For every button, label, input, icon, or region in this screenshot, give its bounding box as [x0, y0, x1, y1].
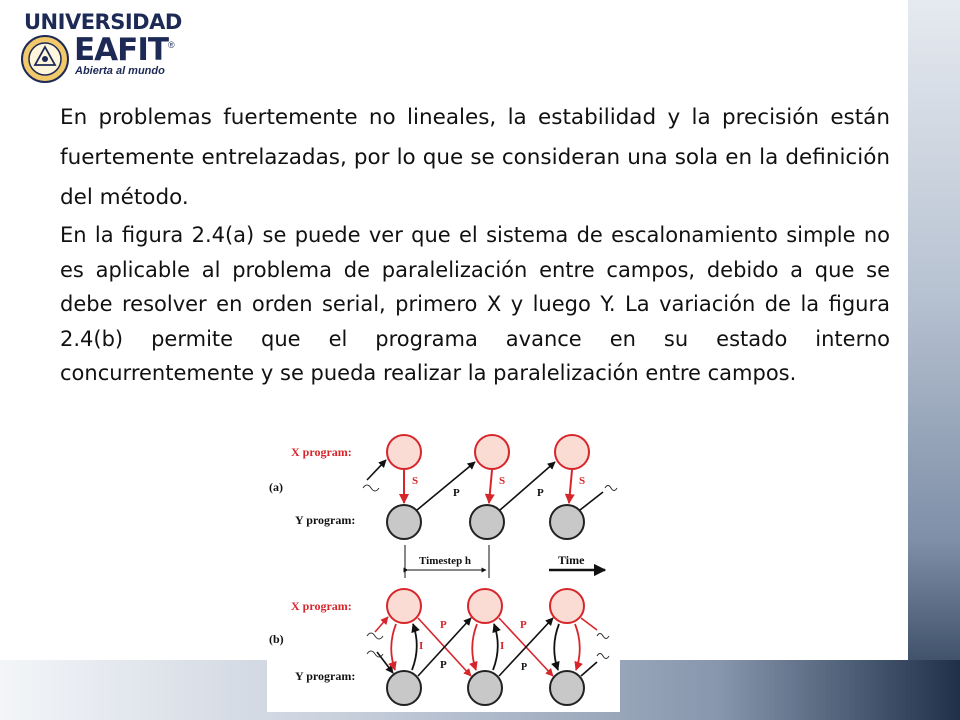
x-node-a3 — [555, 435, 589, 469]
label-s-2: S — [499, 475, 506, 487]
logo-registered-mark: ® — [168, 40, 175, 50]
x-program-label-b: X program: — [291, 599, 352, 613]
timestep-diagram-figure — [267, 430, 620, 712]
label-i-1: I — [419, 640, 424, 652]
label-s-1: S — [412, 475, 419, 487]
label-s-3: S — [579, 475, 586, 487]
x-node-a2 — [475, 435, 509, 469]
time-label: Time — [558, 553, 585, 567]
label-p-b-black-1: P — [440, 659, 447, 671]
label-p-b-black-2: P — [521, 662, 528, 673]
x-node-b2 — [468, 589, 502, 623]
logo-eafit-text: EAFIT — [74, 32, 169, 68]
label-p-b-red-2: P — [520, 619, 527, 631]
arrow-p-1 — [417, 462, 475, 510]
background-gradient-right — [908, 0, 960, 720]
y-node-a2 — [470, 505, 504, 539]
arrow-a-out — [580, 492, 603, 510]
arrow-p-2 — [500, 462, 555, 510]
panel-b-label: (b) — [269, 632, 284, 646]
y-program-label-a: Y program: — [295, 513, 356, 527]
arrow-i-1-down — [391, 624, 396, 670]
logo-university-text: UNIVERSIDAD — [24, 10, 182, 34]
arrow-b-3-down — [554, 624, 559, 670]
label-p-a1: P — [453, 487, 460, 499]
arrow-i-2-up — [493, 624, 498, 670]
label-p-a2: P — [537, 487, 544, 499]
x-node-b3 — [550, 589, 584, 623]
arrow-i-1-up — [412, 624, 417, 670]
panel-a-label: (a) — [269, 480, 283, 494]
arrow-b-in-black — [377, 652, 393, 673]
paragraph-nonlinear-stability: En problemas fuertemente no lineales, la estabilidad y la precisión están fuertemente entrelazadas, por lo que se consideran una sola en la definición del método. — [60, 105, 890, 210]
label-p-b-red-1: P — [440, 619, 447, 631]
y-node-b1 — [387, 671, 421, 705]
arrow-a-in — [367, 460, 386, 480]
x-program-label-a: X program: — [291, 445, 352, 459]
x-node-b1 — [387, 589, 421, 623]
arrow-b-3-red — [575, 624, 580, 670]
arrow-s-3 — [569, 470, 572, 503]
y-node-b2 — [468, 671, 502, 705]
squiggle-a-left — [363, 485, 379, 491]
y-node-a3 — [550, 505, 584, 539]
x-node-a1 — [387, 435, 421, 469]
timestep-label: Timestep h — [419, 555, 472, 567]
eafit-seal-icon — [20, 34, 70, 84]
arrow-s-2 — [489, 470, 492, 503]
eafit-logo — [18, 10, 182, 86]
arrow-b-out-black — [581, 662, 597, 676]
logo-tagline: Abierta al mundo — [75, 65, 165, 77]
squiggle-a-right — [605, 486, 617, 491]
y-node-a1 — [387, 505, 421, 539]
paragraph-figure-description: En la figura 2.4(a) se puede ver que el sistema de escalonamiento simple no es aplicable al problema de paralelización entre campos, debido a que se debe resolver en orden serial, primero X y luego Y. La variación de la figura 2.4(b) permite que el programa avance en su estado interno concurrentemente y se pueda realizar la paralelización entre campos. — [60, 223, 890, 385]
arrow-b-in-red — [375, 617, 388, 632]
squiggle-b-right-top — [597, 634, 609, 639]
arrow-i-2-down — [472, 624, 477, 670]
y-node-b3 — [550, 671, 584, 705]
squiggle-b-right-bottom — [597, 654, 609, 659]
arrow-b-out-red — [581, 618, 597, 630]
y-program-label-b: Y program: — [295, 669, 356, 683]
timestep-diagram — [267, 430, 620, 712]
label-i-2: I — [500, 640, 505, 652]
squiggle-b-left-top — [367, 633, 383, 639]
